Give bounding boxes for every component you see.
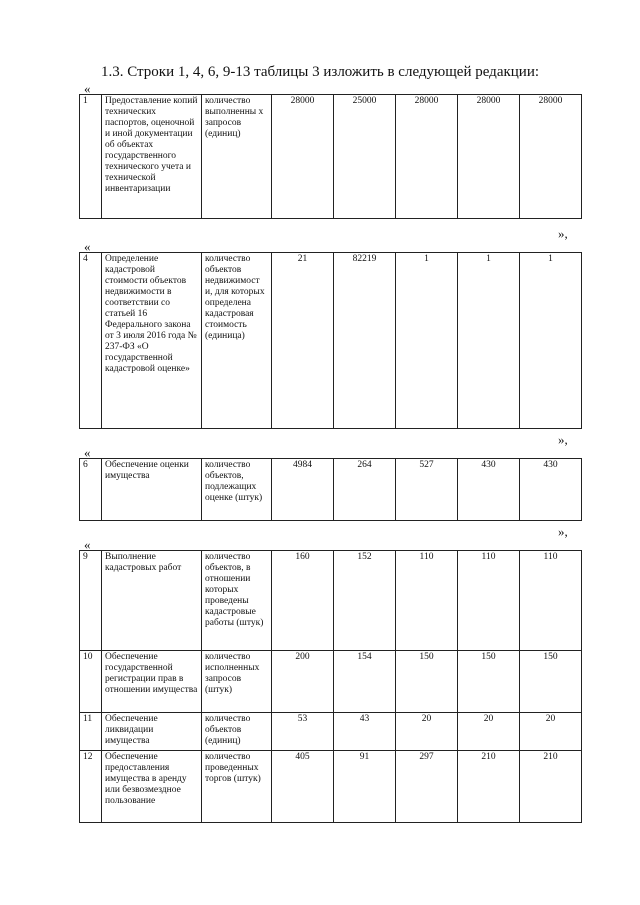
open-quote: «	[84, 537, 91, 552]
row-number: 1	[80, 95, 102, 219]
row-value: 20	[396, 713, 458, 751]
section-heading: 1.3. Строки 1, 4, 6, 9-13 таблицы 3 изложить в следующей редакции:	[100, 64, 540, 80]
table-row	[80, 713, 582, 751]
row-value: 20	[458, 713, 520, 751]
table-row	[80, 551, 582, 651]
row-name: Обеспечение предоставления имущества в аренду или безвозмездное пользование	[102, 751, 202, 823]
row-value: 53	[272, 713, 334, 751]
row-value: 152	[334, 551, 396, 651]
row-name: Обеспечение оценки имущества	[102, 459, 202, 521]
table-row	[80, 95, 582, 219]
close-quote: »,	[558, 432, 568, 447]
row-value: 28000	[272, 95, 334, 219]
row-indicator: количество объектов недвижимост и, для которых определена кадастровая стоимость (единица)	[202, 253, 272, 429]
row-value: 154	[334, 651, 396, 713]
row-value: 150	[520, 651, 582, 713]
row-indicator: количество объектов, подлежащих оценке (штук)	[202, 459, 272, 521]
row-number: 12	[80, 751, 102, 823]
row-value: 1	[458, 253, 520, 429]
row-value: 21	[272, 253, 334, 429]
table-row	[80, 651, 582, 713]
row-indicator: количество объектов, в отношении которых проведены кадастровые работы (штук)	[202, 551, 272, 651]
row-name: Выполнение кадастровых работ	[102, 551, 202, 651]
table-row	[80, 751, 582, 823]
row-indicator: количество исполненных запросов (штук)	[202, 651, 272, 713]
row-value: 430	[520, 459, 582, 521]
table-row	[80, 253, 582, 429]
row-value: 527	[396, 459, 458, 521]
row-name: Предоставление копий технических паспортов, оценочной и иной документации об объектах государственного технического учета и технической инвентаризации	[102, 95, 202, 219]
open-quote: «	[84, 239, 91, 254]
row-value: 264	[334, 459, 396, 521]
row-number: 11	[80, 713, 102, 751]
row-name: Определение кадастровой стоимости объектов недвижимости в соответствии со статьей 16 Федерального закона от 3 июля 2016 года № 237-ФЗ «О государственной кадастровой оценке»	[102, 253, 202, 429]
row-value: 28000	[458, 95, 520, 219]
row-value: 405	[272, 751, 334, 823]
close-quote: »,	[558, 226, 568, 241]
table-block-3	[79, 458, 582, 521]
row-name: Обеспечение ликвидации имущества	[102, 713, 202, 751]
row-indicator: количество проведенных торгов (штук)	[202, 751, 272, 823]
close-quote: »,	[558, 524, 568, 539]
row-value: 297	[396, 751, 458, 823]
row-value: 110	[396, 551, 458, 651]
row-value: 1	[396, 253, 458, 429]
open-quote: «	[84, 445, 91, 460]
row-value: 210	[458, 751, 520, 823]
row-value: 25000	[334, 95, 396, 219]
row-number: 4	[80, 253, 102, 429]
row-number: 10	[80, 651, 102, 713]
row-indicator: количество объектов (единиц)	[202, 713, 272, 751]
row-number: 9	[80, 551, 102, 651]
row-value: 20	[520, 713, 582, 751]
row-value: 110	[520, 551, 582, 651]
table-block-2	[79, 252, 582, 429]
row-value: 210	[520, 751, 582, 823]
row-value: 43	[334, 713, 396, 751]
row-value: 28000	[396, 95, 458, 219]
row-value: 150	[396, 651, 458, 713]
row-value: 91	[334, 751, 396, 823]
row-value: 160	[272, 551, 334, 651]
row-value: 150	[458, 651, 520, 713]
row-name: Обеспечение государственной регистрации прав в отношении имущества	[102, 651, 202, 713]
row-value: 200	[272, 651, 334, 713]
row-value: 1	[520, 253, 582, 429]
table-row	[80, 459, 582, 521]
table-block-1	[79, 94, 582, 219]
row-indicator: количество выполненны х запросов (единиц)	[202, 95, 272, 219]
row-value: 110	[458, 551, 520, 651]
table-block-4	[79, 550, 582, 823]
row-value: 82219	[334, 253, 396, 429]
row-value: 4984	[272, 459, 334, 521]
row-value: 28000	[520, 95, 582, 219]
row-value: 430	[458, 459, 520, 521]
open-quote: «	[84, 81, 91, 96]
row-number: 6	[80, 459, 102, 521]
